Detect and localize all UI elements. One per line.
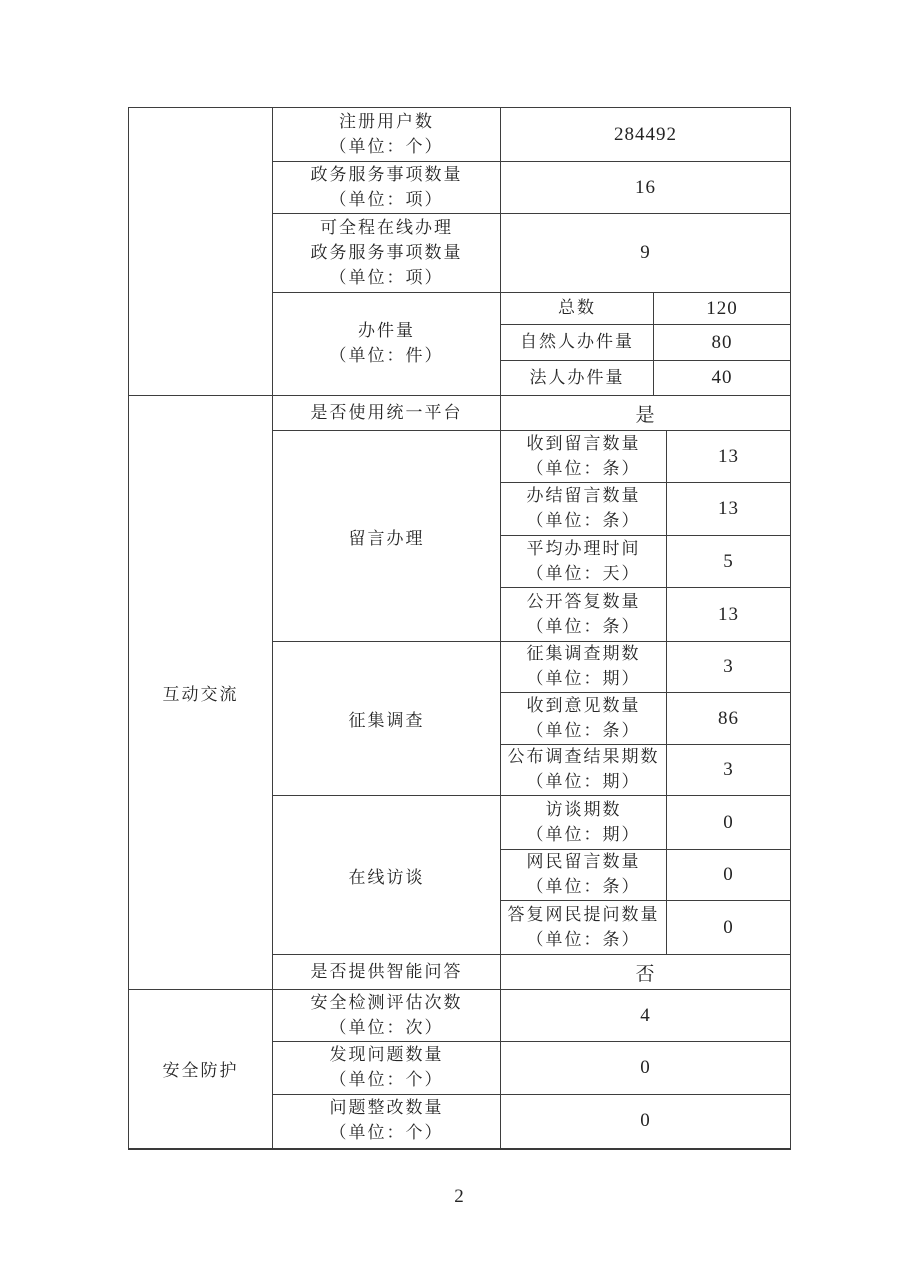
completed-messages-value: 13 <box>667 483 791 536</box>
table-row <box>129 396 791 431</box>
unified-platform-value: 是 <box>501 396 791 431</box>
replied-netizen-questions-label: 答复网民提问数量 <box>507 904 660 925</box>
completed-messages-unit: （单位：条） <box>526 511 641 531</box>
smart-qa-value: 否 <box>501 955 791 990</box>
received-opinions-label: 收到意见数量 <box>526 695 641 716</box>
public-replies-value: 13 <box>667 588 791 642</box>
legal-person-cases-value: 40 <box>654 361 791 396</box>
replied-netizen-questions-unit: （单位：条） <box>526 929 641 950</box>
avg-processing-time-unit: （单位：天） <box>526 563 641 584</box>
survey-periods-value: 3 <box>667 642 791 693</box>
completed-messages-label: 办结留言数量 <box>526 486 641 506</box>
full-online-items-unit: （单位：项） <box>329 267 444 288</box>
problems-rectified-value: 0 <box>501 1095 791 1149</box>
message-handling-group-label: 留言办理 <box>273 431 501 642</box>
problems-found-label-cell <box>273 1042 501 1095</box>
service-items-label-cell <box>273 162 501 214</box>
service-items-value: 16 <box>501 162 791 214</box>
security-assessments-label-cell <box>273 990 501 1042</box>
interview-periods-value: 0 <box>667 796 791 850</box>
completed-messages-label-cell <box>501 483 667 536</box>
full-online-items-value: 9 <box>501 214 791 293</box>
report-table <box>128 107 791 1150</box>
received-opinions-value: 86 <box>667 693 791 745</box>
problems-found-label: 发现问题数量 <box>329 1045 444 1065</box>
netizen-messages-label-cell <box>501 850 667 901</box>
service-items-label: 政务服务事项数量 <box>310 164 463 185</box>
received-opinions-label-cell <box>501 693 667 745</box>
page-number: 2 <box>454 1186 464 1207</box>
service-items-unit: （单位：项） <box>329 189 444 210</box>
survey-periods-label: 征集调查期数 <box>526 644 641 664</box>
full-online-items-label-line1: 可全程在线办理 <box>320 217 453 238</box>
published-survey-results-unit: （单位：期） <box>526 772 641 792</box>
received-messages-value: 13 <box>667 431 791 483</box>
registered-users-unit: （单位：个） <box>329 136 444 157</box>
table-row <box>129 990 791 1042</box>
netizen-messages-label: 网民留言数量 <box>526 852 641 872</box>
registered-users-value: 284492 <box>501 108 791 162</box>
replied-netizen-questions-value: 0 <box>667 901 791 955</box>
netizen-messages-unit: （单位：条） <box>526 877 641 897</box>
interview-group-label: 在线访谈 <box>273 796 501 955</box>
interaction-category-cell: 互动交流 <box>129 396 273 990</box>
survey-periods-unit: （单位：期） <box>526 669 641 689</box>
case-volume-label-cell <box>273 293 501 396</box>
received-messages-label-cell <box>501 431 667 483</box>
registered-users-label: 注册用户数 <box>339 111 434 132</box>
natural-person-cases-value: 80 <box>654 325 791 361</box>
received-messages-label: 收到留言数量 <box>526 433 641 454</box>
published-survey-results-label-cell <box>501 745 667 796</box>
problems-found-unit: （单位：个） <box>329 1070 444 1090</box>
survey-group-label: 征集调查 <box>273 642 501 796</box>
table-row <box>129 108 791 162</box>
full-online-items-label-line2: 政务服务事项数量 <box>310 242 463 263</box>
replied-netizen-questions-label-cell <box>501 901 667 955</box>
netizen-messages-value: 0 <box>667 850 791 901</box>
category-cell-empty <box>129 108 273 396</box>
problems-rectified-label: 问题整改数量 <box>329 1098 444 1119</box>
problems-rectified-label-cell <box>273 1095 501 1149</box>
natural-person-cases-label: 自然人办件量 <box>501 325 654 361</box>
avg-processing-time-label-cell <box>501 536 667 588</box>
interview-periods-label-cell <box>501 796 667 850</box>
public-replies-label-cell <box>501 588 667 642</box>
interview-periods-label: 访谈期数 <box>545 799 622 820</box>
unified-platform-label: 是否使用统一平台 <box>273 396 501 431</box>
public-replies-unit: （单位：条） <box>526 616 641 637</box>
published-survey-results-label: 公布调查结果期数 <box>507 747 660 767</box>
published-survey-results-value: 3 <box>667 745 791 796</box>
security-category-cell: 安全防护 <box>129 990 273 1149</box>
registered-users-label-cell <box>273 108 501 162</box>
case-total-value: 120 <box>654 293 791 325</box>
avg-processing-time-label: 平均办理时间 <box>526 538 641 559</box>
avg-processing-time-value: 5 <box>667 536 791 588</box>
problems-rectified-unit: （单位：个） <box>329 1123 444 1144</box>
full-online-items-label-cell <box>273 214 501 293</box>
survey-periods-label-cell <box>501 642 667 693</box>
case-volume-unit: （单位：件） <box>329 346 444 366</box>
security-assessments-unit: （单位：次） <box>329 1017 444 1038</box>
public-replies-label: 公开答复数量 <box>526 591 641 612</box>
smart-qa-label: 是否提供智能问答 <box>273 955 501 990</box>
received-opinions-unit: （单位：条） <box>526 720 641 741</box>
received-messages-unit: （单位：条） <box>526 458 641 479</box>
case-volume-label: 办件量 <box>358 321 415 341</box>
case-total-label: 总数 <box>501 293 654 325</box>
problems-found-value: 0 <box>501 1042 791 1095</box>
security-assessments-label: 安全检测评估次数 <box>310 992 463 1013</box>
legal-person-cases-label: 法人办件量 <box>501 361 654 396</box>
security-assessments-value: 4 <box>501 990 791 1042</box>
interview-periods-unit: （单位：期） <box>526 824 641 845</box>
